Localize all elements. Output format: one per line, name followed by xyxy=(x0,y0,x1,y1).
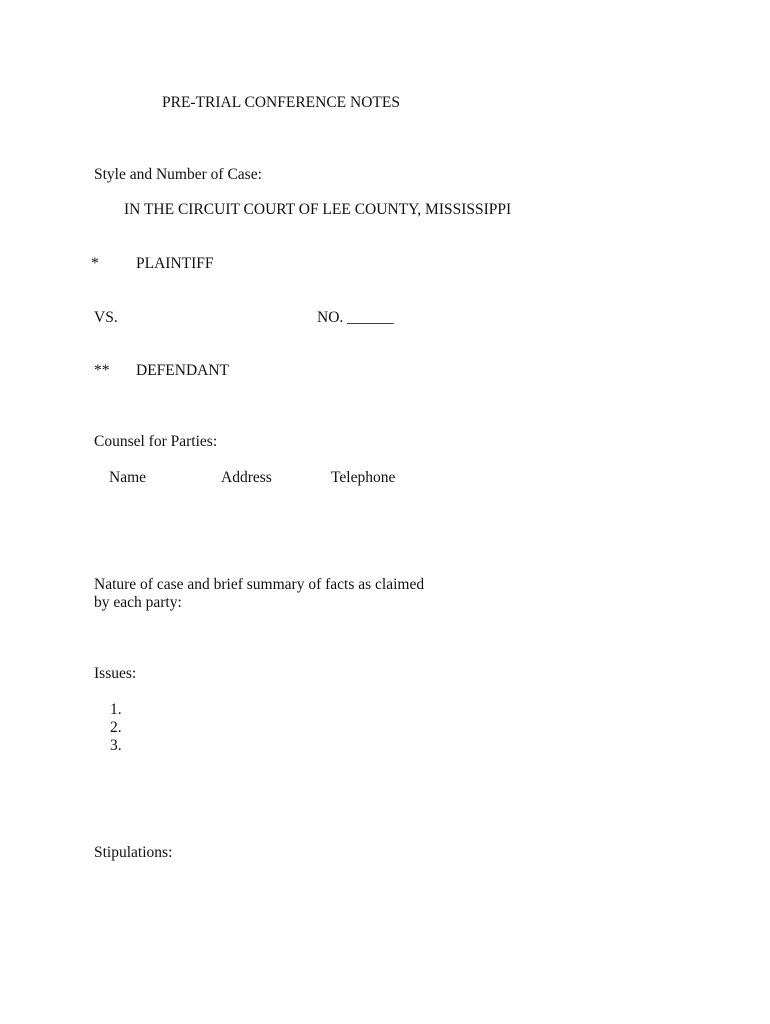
court-caption: IN THE CIRCUIT COURT OF LEE COUNTY, MISSISSIPPI xyxy=(124,201,512,218)
defendant-label: DEFENDANT xyxy=(136,362,229,379)
document-title: PRE-TRIAL CONFERENCE NOTES xyxy=(162,94,400,111)
stipulations-label: Stipulations: xyxy=(94,844,173,861)
list-item: 1. xyxy=(110,701,122,718)
plaintiff-label: PLAINTIFF xyxy=(136,255,214,272)
issues-label: Issues: xyxy=(94,665,137,682)
counsel-column-address: Address xyxy=(221,469,272,486)
nature-of-case-label-line1: Nature of case and brief summary of facts as claimed xyxy=(94,576,425,593)
nature-of-case-label-line2: by each party: xyxy=(94,594,182,611)
list-item: 3. xyxy=(110,737,122,754)
issues-list xyxy=(110,701,122,755)
vs-label: VS. xyxy=(94,309,118,326)
defendant-marker: ** xyxy=(94,362,110,379)
counsel-label: Counsel for Parties: xyxy=(94,433,218,450)
counsel-column-name: Name xyxy=(109,469,147,486)
style-and-number-label: Style and Number of Case: xyxy=(94,166,262,183)
case-number-label: NO. ______ xyxy=(317,309,394,326)
list-item: 2. xyxy=(110,719,122,736)
plaintiff-marker: * xyxy=(91,255,99,272)
counsel-column-telephone: Telephone xyxy=(331,469,396,486)
